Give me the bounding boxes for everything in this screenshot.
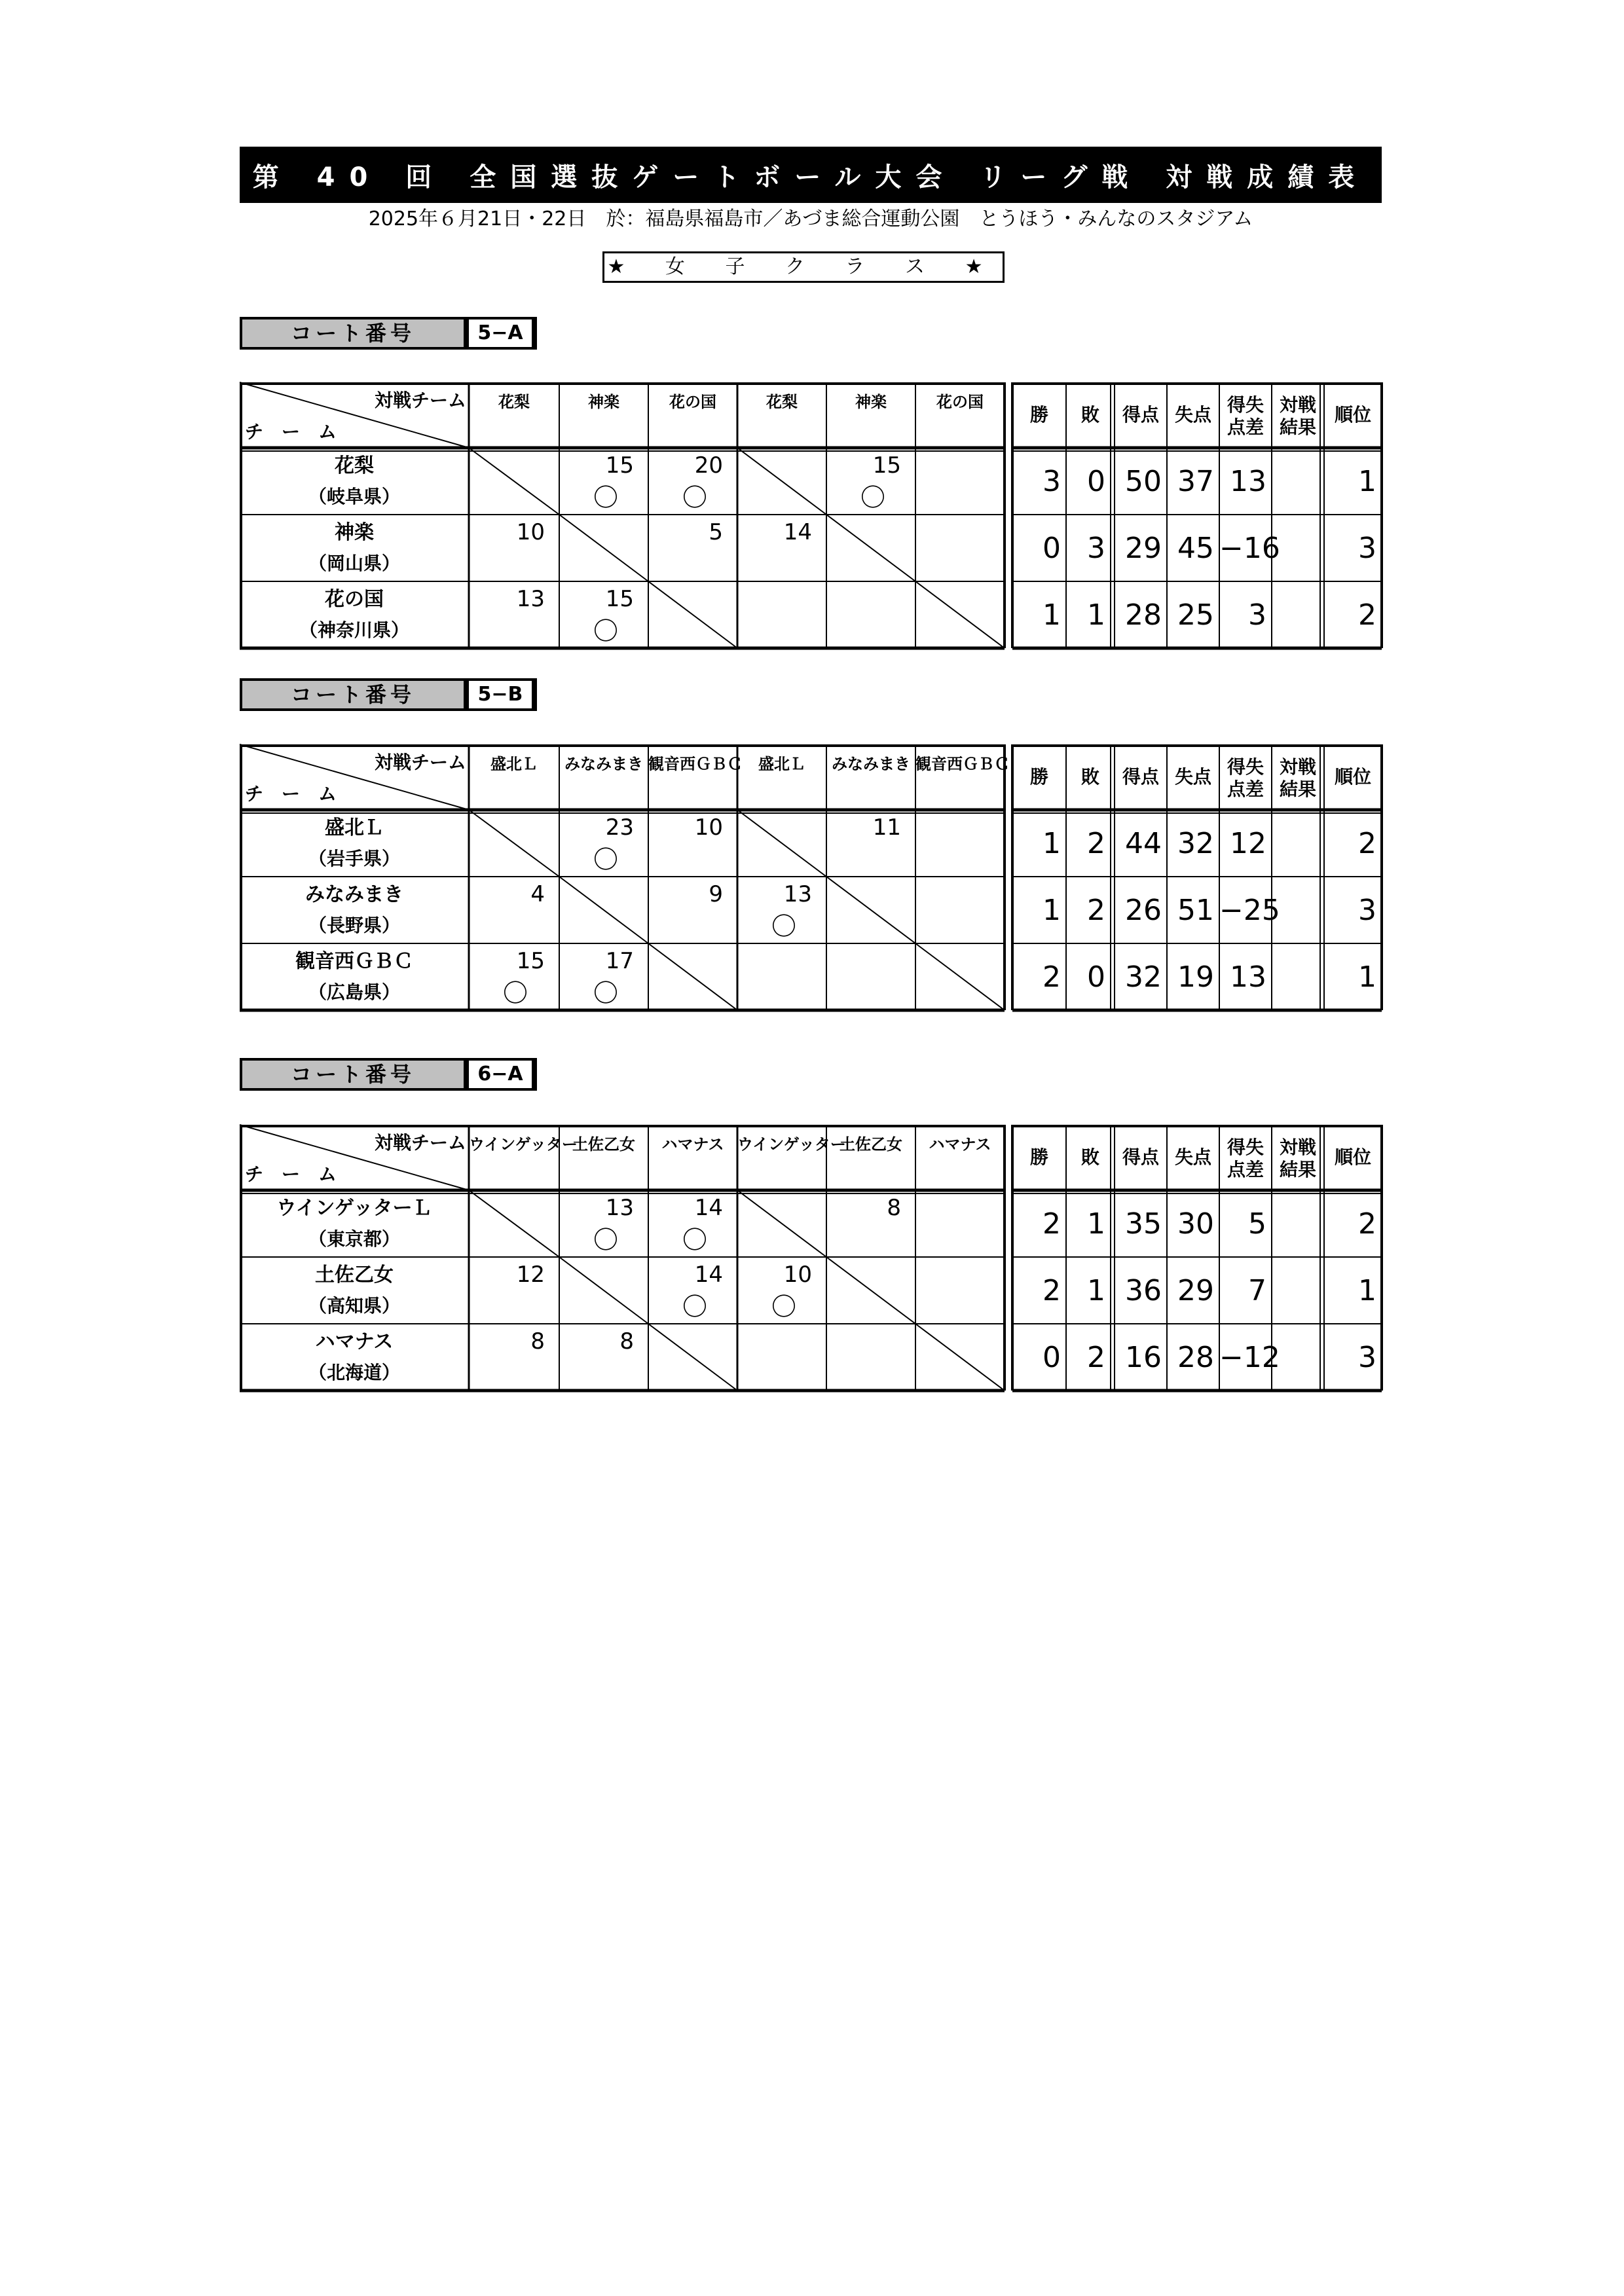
- opponent-header: ウインゲッター: [737, 1135, 846, 1154]
- page-title: 第 40 回 全国選抜ゲートボール大会 リーグ戦 対戦成績表: [240, 147, 1382, 203]
- court-heading: [240, 317, 537, 350]
- h2h-value: [1272, 584, 1320, 647]
- h2h-header: 対戦: [1279, 394, 1316, 416]
- points-against-header: 失点: [1174, 766, 1211, 788]
- opponent-header: 花梨: [498, 393, 530, 411]
- league-table: [240, 744, 1382, 1013]
- point-diff-value: −25: [1219, 894, 1280, 927]
- team-prefecture: （岩手県）: [308, 848, 400, 869]
- points-for-value: 29: [1125, 532, 1162, 565]
- match-score: [737, 1193, 826, 1223]
- opponent-header: 観音西ＧＢＣ: [648, 755, 743, 773]
- match-score: [915, 946, 1005, 976]
- losses-value: 2: [1087, 827, 1105, 860]
- team-prefecture: （神奈川県）: [299, 619, 409, 641]
- win-header: 勝: [1029, 404, 1048, 426]
- event-info: 2025年６月21日・22日 於：福島県福島市／あづま総合運動公園 とうほう・みんなのスタジアム: [368, 208, 1253, 230]
- court-label: コート番号: [240, 317, 469, 350]
- match-score: 15: [872, 452, 901, 479]
- opponent-header: 花梨: [766, 393, 798, 411]
- opponent-header: 土佐乙女: [572, 1135, 635, 1154]
- points-for-value: 16: [1125, 1341, 1162, 1374]
- h2h-value: [1272, 1193, 1320, 1256]
- team-header: チ ー ム: [245, 783, 337, 805]
- wins-value: 1: [1043, 894, 1061, 927]
- opponent-header: ウインゲッター: [469, 1135, 578, 1154]
- points-against-value: 28: [1177, 1341, 1214, 1374]
- match-score: [559, 1260, 648, 1290]
- losses-value: 2: [1087, 1341, 1105, 1374]
- team-header: チ ー ム: [245, 1163, 337, 1185]
- match-score: [648, 1326, 737, 1357]
- match-score: [826, 946, 915, 976]
- rank-value: 2: [1358, 598, 1376, 632]
- match-score: [648, 946, 737, 976]
- points-against-value: 37: [1177, 465, 1214, 498]
- points-for-value: 32: [1125, 960, 1162, 994]
- wins-value: 0: [1043, 1341, 1061, 1374]
- points-for-value: 26: [1125, 894, 1162, 927]
- h2h-value: [1272, 879, 1320, 942]
- points-against-value: 51: [1177, 894, 1214, 927]
- opponent-header: 盛北Ｌ: [490, 755, 538, 773]
- wins-value: 2: [1043, 1207, 1061, 1241]
- win-header: 勝: [1029, 1146, 1048, 1168]
- match-score: 23: [605, 814, 634, 841]
- rank-header: 順位: [1334, 404, 1371, 426]
- team-prefecture: （広島県）: [308, 981, 400, 1003]
- diff-header: 得失: [1227, 394, 1264, 416]
- point-diff-value: 13: [1230, 465, 1266, 498]
- match-score: 8: [530, 1328, 545, 1355]
- h2h-header: 対戦: [1279, 756, 1316, 778]
- points-against-value: 19: [1177, 960, 1214, 994]
- h2h-header: 対戦: [1279, 1137, 1316, 1158]
- match-score: 14: [694, 1195, 723, 1221]
- match-score: [826, 879, 915, 909]
- match-score: [737, 1326, 826, 1357]
- points-for-value: 50: [1125, 465, 1162, 498]
- points-for-value: 28: [1125, 598, 1162, 632]
- win-mark: 〇: [593, 1226, 619, 1254]
- opponent-header: ハマナス: [661, 1135, 724, 1154]
- win-mark: 〇: [503, 979, 528, 1008]
- match-score: [737, 812, 826, 843]
- rank-value: 1: [1358, 1274, 1376, 1307]
- wins-value: 1: [1043, 598, 1061, 632]
- diff-header: 点差: [1227, 778, 1264, 800]
- opponent-header: みなみまき: [832, 755, 910, 773]
- points-for-value: 36: [1125, 1274, 1162, 1307]
- court-number: 6−A: [469, 1058, 537, 1091]
- rank-value: 2: [1358, 827, 1376, 860]
- point-diff-value: 12: [1230, 827, 1266, 860]
- rank-value: 2: [1358, 1207, 1376, 1241]
- match-score: [915, 450, 1005, 481]
- match-score: 12: [516, 1262, 545, 1288]
- diff-header: 得失: [1227, 756, 1264, 778]
- class-label: ★ 女 子 ク ラ ス ★: [602, 251, 1005, 283]
- h2h-header: 結果: [1279, 778, 1316, 800]
- team-prefecture: （岡山県）: [308, 553, 400, 574]
- losses-value: 1: [1087, 598, 1105, 632]
- match-score: 17: [605, 948, 634, 974]
- losses-value: 0: [1087, 960, 1105, 994]
- team-prefecture: （長野県）: [308, 915, 400, 936]
- rank-header: 順位: [1334, 766, 1371, 788]
- team-name: みなみまき: [305, 883, 403, 906]
- match-score: [826, 1260, 915, 1290]
- match-score: [915, 1260, 1005, 1290]
- point-diff-value: 5: [1248, 1207, 1266, 1241]
- team-prefecture: （岐阜県）: [308, 486, 400, 507]
- win-header: 勝: [1029, 766, 1048, 788]
- point-diff-value: −16: [1219, 532, 1280, 565]
- match-score: 15: [605, 586, 634, 612]
- team-name: 観音西ＧＢＣ: [295, 950, 413, 973]
- points-against-value: 45: [1177, 532, 1214, 565]
- diff-header: 点差: [1227, 416, 1264, 438]
- court-label: コート番号: [240, 1058, 469, 1091]
- h2h-value: [1272, 946, 1320, 1009]
- points-for-header: 得点: [1122, 404, 1159, 426]
- points-for-header: 得点: [1122, 1146, 1159, 1168]
- match-score: 15: [516, 948, 545, 974]
- h2h-value: [1272, 450, 1320, 513]
- diff-header: 得失: [1227, 1137, 1264, 1158]
- team-prefecture: （北海道）: [308, 1362, 400, 1383]
- h2h-value: [1272, 1326, 1320, 1389]
- points-against-value: 30: [1177, 1207, 1214, 1241]
- match-score: 8: [619, 1328, 634, 1355]
- diff-header: 点差: [1227, 1159, 1264, 1180]
- point-diff-value: 7: [1248, 1274, 1266, 1307]
- match-score: 10: [516, 519, 545, 545]
- points-against-header: 失点: [1174, 404, 1211, 426]
- wins-value: 0: [1043, 532, 1061, 565]
- team-prefecture: （高知県）: [308, 1295, 400, 1317]
- points-against-header: 失点: [1174, 1146, 1211, 1168]
- match-score: 15: [605, 452, 634, 479]
- court-number: 5−B: [469, 678, 537, 711]
- points-against-value: 32: [1177, 827, 1214, 860]
- court-label: コート番号: [240, 678, 469, 711]
- court-heading: [240, 678, 537, 711]
- match-score: [559, 879, 648, 909]
- point-diff-value: 13: [1230, 960, 1266, 994]
- match-score: [469, 1193, 559, 1223]
- match-score: [915, 879, 1005, 909]
- match-score: [559, 517, 648, 547]
- losses-value: 1: [1087, 1207, 1105, 1241]
- match-score: 14: [694, 1262, 723, 1288]
- team-name: ハマナス: [315, 1330, 394, 1353]
- opponent-header: 土佐乙女: [840, 1135, 902, 1154]
- team-name: 盛北Ｌ: [325, 816, 384, 839]
- points-against-value: 29: [1177, 1274, 1214, 1307]
- win-mark: 〇: [771, 1292, 797, 1321]
- match-score: 4: [530, 881, 545, 907]
- point-diff-value: 3: [1248, 598, 1266, 632]
- match-score: 9: [709, 881, 723, 907]
- win-mark: 〇: [593, 845, 619, 874]
- match-score: [826, 584, 915, 614]
- opponent-header: 神楽: [855, 393, 887, 411]
- match-score: [737, 450, 826, 481]
- win-mark: 〇: [682, 483, 708, 512]
- losses-value: 0: [1087, 465, 1105, 498]
- match-score: 11: [872, 814, 901, 841]
- h2h-value: [1272, 517, 1320, 580]
- rank-value: 3: [1358, 1341, 1376, 1374]
- win-mark: 〇: [771, 912, 797, 941]
- vs-team-header: 対戦チーム: [374, 1132, 466, 1154]
- wins-value: 1: [1043, 827, 1061, 860]
- team-header: チ ー ム: [245, 421, 337, 443]
- match-score: 13: [516, 586, 545, 612]
- league-table: [240, 382, 1382, 651]
- league-table: [240, 1125, 1382, 1393]
- win-mark: 〇: [860, 483, 886, 512]
- loss-header: 敗: [1080, 1146, 1099, 1168]
- court-number: 5−A: [469, 317, 537, 350]
- court-heading: [240, 1058, 537, 1091]
- opponent-header: 花の国: [669, 393, 716, 411]
- losses-value: 2: [1087, 894, 1105, 927]
- win-mark: 〇: [593, 483, 619, 512]
- opponent-header: 観音西ＧＢＣ: [915, 755, 1010, 773]
- points-for-value: 44: [1125, 827, 1162, 860]
- match-score: [915, 517, 1005, 547]
- match-score: [648, 584, 737, 614]
- match-score: 10: [694, 814, 723, 841]
- rank-value: 1: [1358, 465, 1376, 498]
- team-prefecture: （東京都）: [308, 1228, 400, 1250]
- match-score: 10: [783, 1262, 812, 1288]
- opponent-header: 盛北Ｌ: [758, 755, 805, 773]
- match-score: [826, 517, 915, 547]
- match-score: [915, 1193, 1005, 1223]
- win-mark: 〇: [682, 1292, 708, 1321]
- point-diff-value: −12: [1219, 1341, 1280, 1374]
- team-name: 花梨: [335, 454, 374, 477]
- vs-team-header: 対戦チーム: [374, 390, 466, 411]
- win-mark: 〇: [593, 979, 619, 1008]
- team-name: ウインゲッターＬ: [276, 1197, 432, 1220]
- h2h-value: [1272, 812, 1320, 875]
- match-score: 13: [783, 881, 812, 907]
- team-name: 神楽: [335, 521, 374, 544]
- wins-value: 3: [1043, 465, 1061, 498]
- match-score: 14: [783, 519, 812, 545]
- match-score: [737, 946, 826, 976]
- losses-value: 3: [1087, 532, 1105, 565]
- opponent-header: 神楽: [588, 393, 619, 411]
- h2h-header: 結果: [1279, 1159, 1316, 1180]
- rank-value: 1: [1358, 960, 1376, 994]
- match-score: 8: [887, 1195, 901, 1221]
- match-score: [469, 450, 559, 481]
- match-score: [737, 584, 826, 614]
- match-score: [915, 1326, 1005, 1357]
- match-score: 20: [694, 452, 723, 479]
- opponent-header: 花の国: [936, 393, 984, 411]
- loss-header: 敗: [1080, 766, 1099, 788]
- win-mark: 〇: [593, 617, 619, 646]
- match-score: [915, 812, 1005, 843]
- opponent-header: みなみまき: [564, 755, 643, 773]
- win-mark: 〇: [682, 1226, 708, 1254]
- points-against-value: 25: [1177, 598, 1214, 632]
- match-score: [826, 1326, 915, 1357]
- opponent-header: ハマナス: [929, 1135, 991, 1154]
- team-name: 土佐乙女: [315, 1264, 394, 1286]
- wins-value: 2: [1043, 1274, 1061, 1307]
- rank-header: 順位: [1334, 1146, 1371, 1168]
- h2h-value: [1272, 1260, 1320, 1322]
- h2h-header: 結果: [1279, 416, 1316, 438]
- match-score: 13: [605, 1195, 634, 1221]
- match-score: 5: [709, 519, 723, 545]
- rank-value: 3: [1358, 532, 1376, 565]
- match-score: [915, 584, 1005, 614]
- wins-value: 2: [1043, 960, 1061, 994]
- match-score: [469, 812, 559, 843]
- points-for-header: 得点: [1122, 766, 1159, 788]
- vs-team-header: 対戦チーム: [374, 752, 466, 773]
- losses-value: 1: [1087, 1274, 1105, 1307]
- team-name: 花の国: [325, 588, 384, 611]
- loss-header: 敗: [1080, 404, 1099, 426]
- rank-value: 3: [1358, 894, 1376, 927]
- points-for-value: 35: [1125, 1207, 1162, 1241]
